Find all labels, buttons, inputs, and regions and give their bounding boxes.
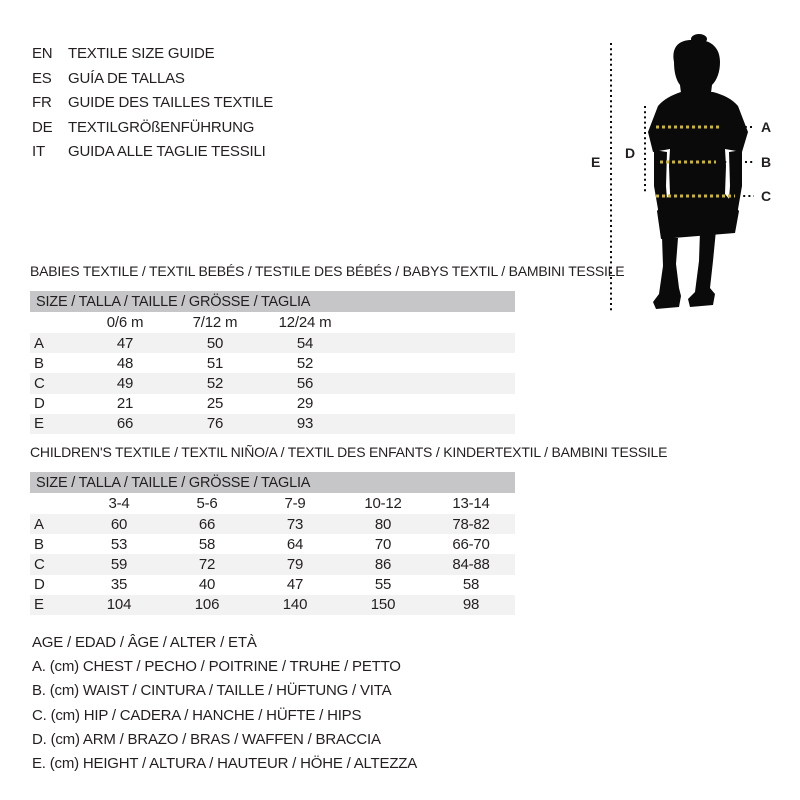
row-key: E [34, 596, 44, 614]
child-silhouette-icon [648, 34, 748, 309]
table-cell: 55 [374, 576, 392, 594]
table-cell: 48 [116, 354, 134, 372]
row-key: E [34, 415, 44, 433]
table-cell: 52 [296, 354, 314, 372]
table-cell: 66-70 [452, 535, 490, 553]
legend-age-line: AGE / EDAD / ÂGE / ALTER / ETÀ [32, 634, 257, 651]
table-cell: 73 [286, 515, 304, 533]
table-cell: 56 [296, 374, 314, 392]
table-cell: 79 [286, 555, 304, 573]
children-section-title: CHILDREN'S TEXTILE / TEXTIL NIÑO/A / TEXTIL DES ENFANTS / KINDERTEXTIL / BAMBINI TESSILE [30, 444, 668, 460]
table-row [30, 575, 515, 595]
table-cell: 104 [106, 596, 132, 614]
row-key: B [34, 354, 44, 372]
table-column-header-row [30, 493, 515, 514]
row-key: A [34, 515, 44, 533]
table-cell: 49 [116, 374, 134, 392]
column-header: 12/24 m [278, 314, 332, 331]
table-cell: 98 [462, 596, 480, 614]
measurement-legend [32, 631, 417, 776]
table-row [30, 534, 515, 554]
legend-item-chest: A. (cm) CHEST / PECHO / POITRINE / TRUHE / PETTO [32, 658, 401, 676]
table-cell: 21 [116, 395, 134, 413]
table-row [30, 394, 515, 414]
list-item [32, 67, 273, 92]
language-code: FR [32, 94, 52, 111]
table-cell: 70 [374, 535, 392, 553]
table-cell: 76 [206, 415, 224, 433]
language-code: EN [32, 45, 53, 62]
table-cell: 47 [116, 334, 134, 352]
row-key: C [34, 374, 45, 392]
table-cell: 66 [198, 515, 216, 533]
table-cell: 60 [110, 515, 128, 533]
list-item [32, 91, 273, 116]
guide-title: TEXTILE SIZE GUIDE [68, 45, 215, 62]
legend-item-waist: B. (cm) WAIST / CINTURA / TAILLE / HÜFTUNG / VITA [32, 682, 392, 700]
list-item [32, 116, 273, 141]
table-cell: 150 [370, 596, 396, 614]
table-cell: 40 [198, 576, 216, 594]
babies-section-title: BABIES TEXTILE / TEXTIL BEBÉS / TESTILE DES BÉBÉS / BABYS TEXTIL / BAMBINI TESSILE [30, 263, 625, 279]
table-cell: 58 [462, 576, 480, 594]
list-item [32, 42, 273, 67]
measure-label-e: E [591, 154, 601, 170]
table-row [30, 595, 515, 615]
children-size-header-bar: SIZE / TALLA / TAILLE / GRÖSSE / TAGLIA [30, 472, 515, 493]
table-row [30, 554, 515, 574]
table-cell: 66 [116, 415, 134, 433]
column-header: 13-14 [452, 495, 490, 512]
table-row [30, 514, 515, 534]
measure-label-d: D [625, 145, 635, 161]
language-code: IT [32, 143, 45, 160]
table-cell: 106 [194, 596, 220, 614]
table-cell: 53 [110, 535, 128, 553]
table-cell: 86 [374, 555, 392, 573]
measure-label-c: C [761, 188, 771, 204]
table-cell: 29 [296, 395, 314, 413]
guide-title: GUIDE DES TAILLES TEXTILE [68, 94, 274, 111]
column-header: 7-9 [284, 495, 306, 512]
table-cell: 35 [110, 576, 128, 594]
legend-item-arm: D. (cm) ARM / BRAZO / BRAS / WAFFEN / BRACCIA [32, 730, 381, 748]
children-size-table [30, 493, 515, 615]
table-cell: 93 [296, 415, 314, 433]
table-cell: 58 [198, 535, 216, 553]
table-row [30, 353, 515, 373]
row-key: B [34, 535, 44, 553]
measure-label-b: B [761, 154, 771, 170]
table-cell: 47 [286, 576, 304, 594]
guide-title: TEXTILGRÖßENFÜHRUNG [68, 118, 255, 136]
measurement-figure [578, 26, 800, 330]
table-cell: 140 [282, 596, 308, 614]
table-row [30, 414, 515, 434]
column-header: 5-6 [196, 495, 218, 512]
babies-size-table [30, 312, 515, 434]
legend-item-height: E. (cm) HEIGHT / ALTURA / HAUTEUR / HÖHE / ALTEZZA [32, 755, 418, 773]
legend-item-hip: C. (cm) HIP / CADERA / HANCHE / HÜFTE / HIPS [32, 706, 362, 724]
row-key: D [34, 576, 45, 594]
table-cell: 59 [110, 555, 128, 573]
table-cell: 25 [206, 395, 224, 413]
table-cell: 50 [206, 334, 224, 352]
table-row [30, 333, 515, 353]
language-title-list [32, 42, 273, 165]
column-header: 7/12 m [192, 314, 238, 331]
column-header: 3-4 [108, 495, 130, 512]
table-cell: 54 [296, 334, 314, 352]
guide-title: GUÍA DE TALLAS [68, 69, 185, 87]
column-header: 10-12 [364, 495, 402, 512]
table-cell: 64 [286, 535, 304, 553]
table-cell: 51 [206, 354, 224, 372]
table-cell: 84-88 [452, 555, 490, 573]
list-item [32, 140, 273, 165]
column-header: 0/6 m [106, 314, 144, 331]
row-key: C [34, 555, 45, 573]
table-row [30, 373, 515, 393]
guide-title: GUIDA ALLE TAGLIE TESSILI [68, 143, 266, 160]
table-cell: 78-82 [452, 515, 490, 533]
language-code: DE [32, 118, 53, 136]
table-cell: 72 [198, 555, 216, 573]
row-key: D [34, 395, 45, 413]
babies-size-header-bar: SIZE / TALLA / TAILLE / GRÖSSE / TAGLIA [30, 291, 515, 312]
language-code: ES [32, 69, 52, 87]
table-cell: 52 [206, 374, 224, 392]
table-column-header-row [30, 312, 515, 333]
child-silhouette-diagram [578, 26, 800, 330]
table-cell: 80 [374, 515, 392, 533]
row-key: A [34, 334, 44, 352]
measure-label-a: A [761, 119, 771, 135]
